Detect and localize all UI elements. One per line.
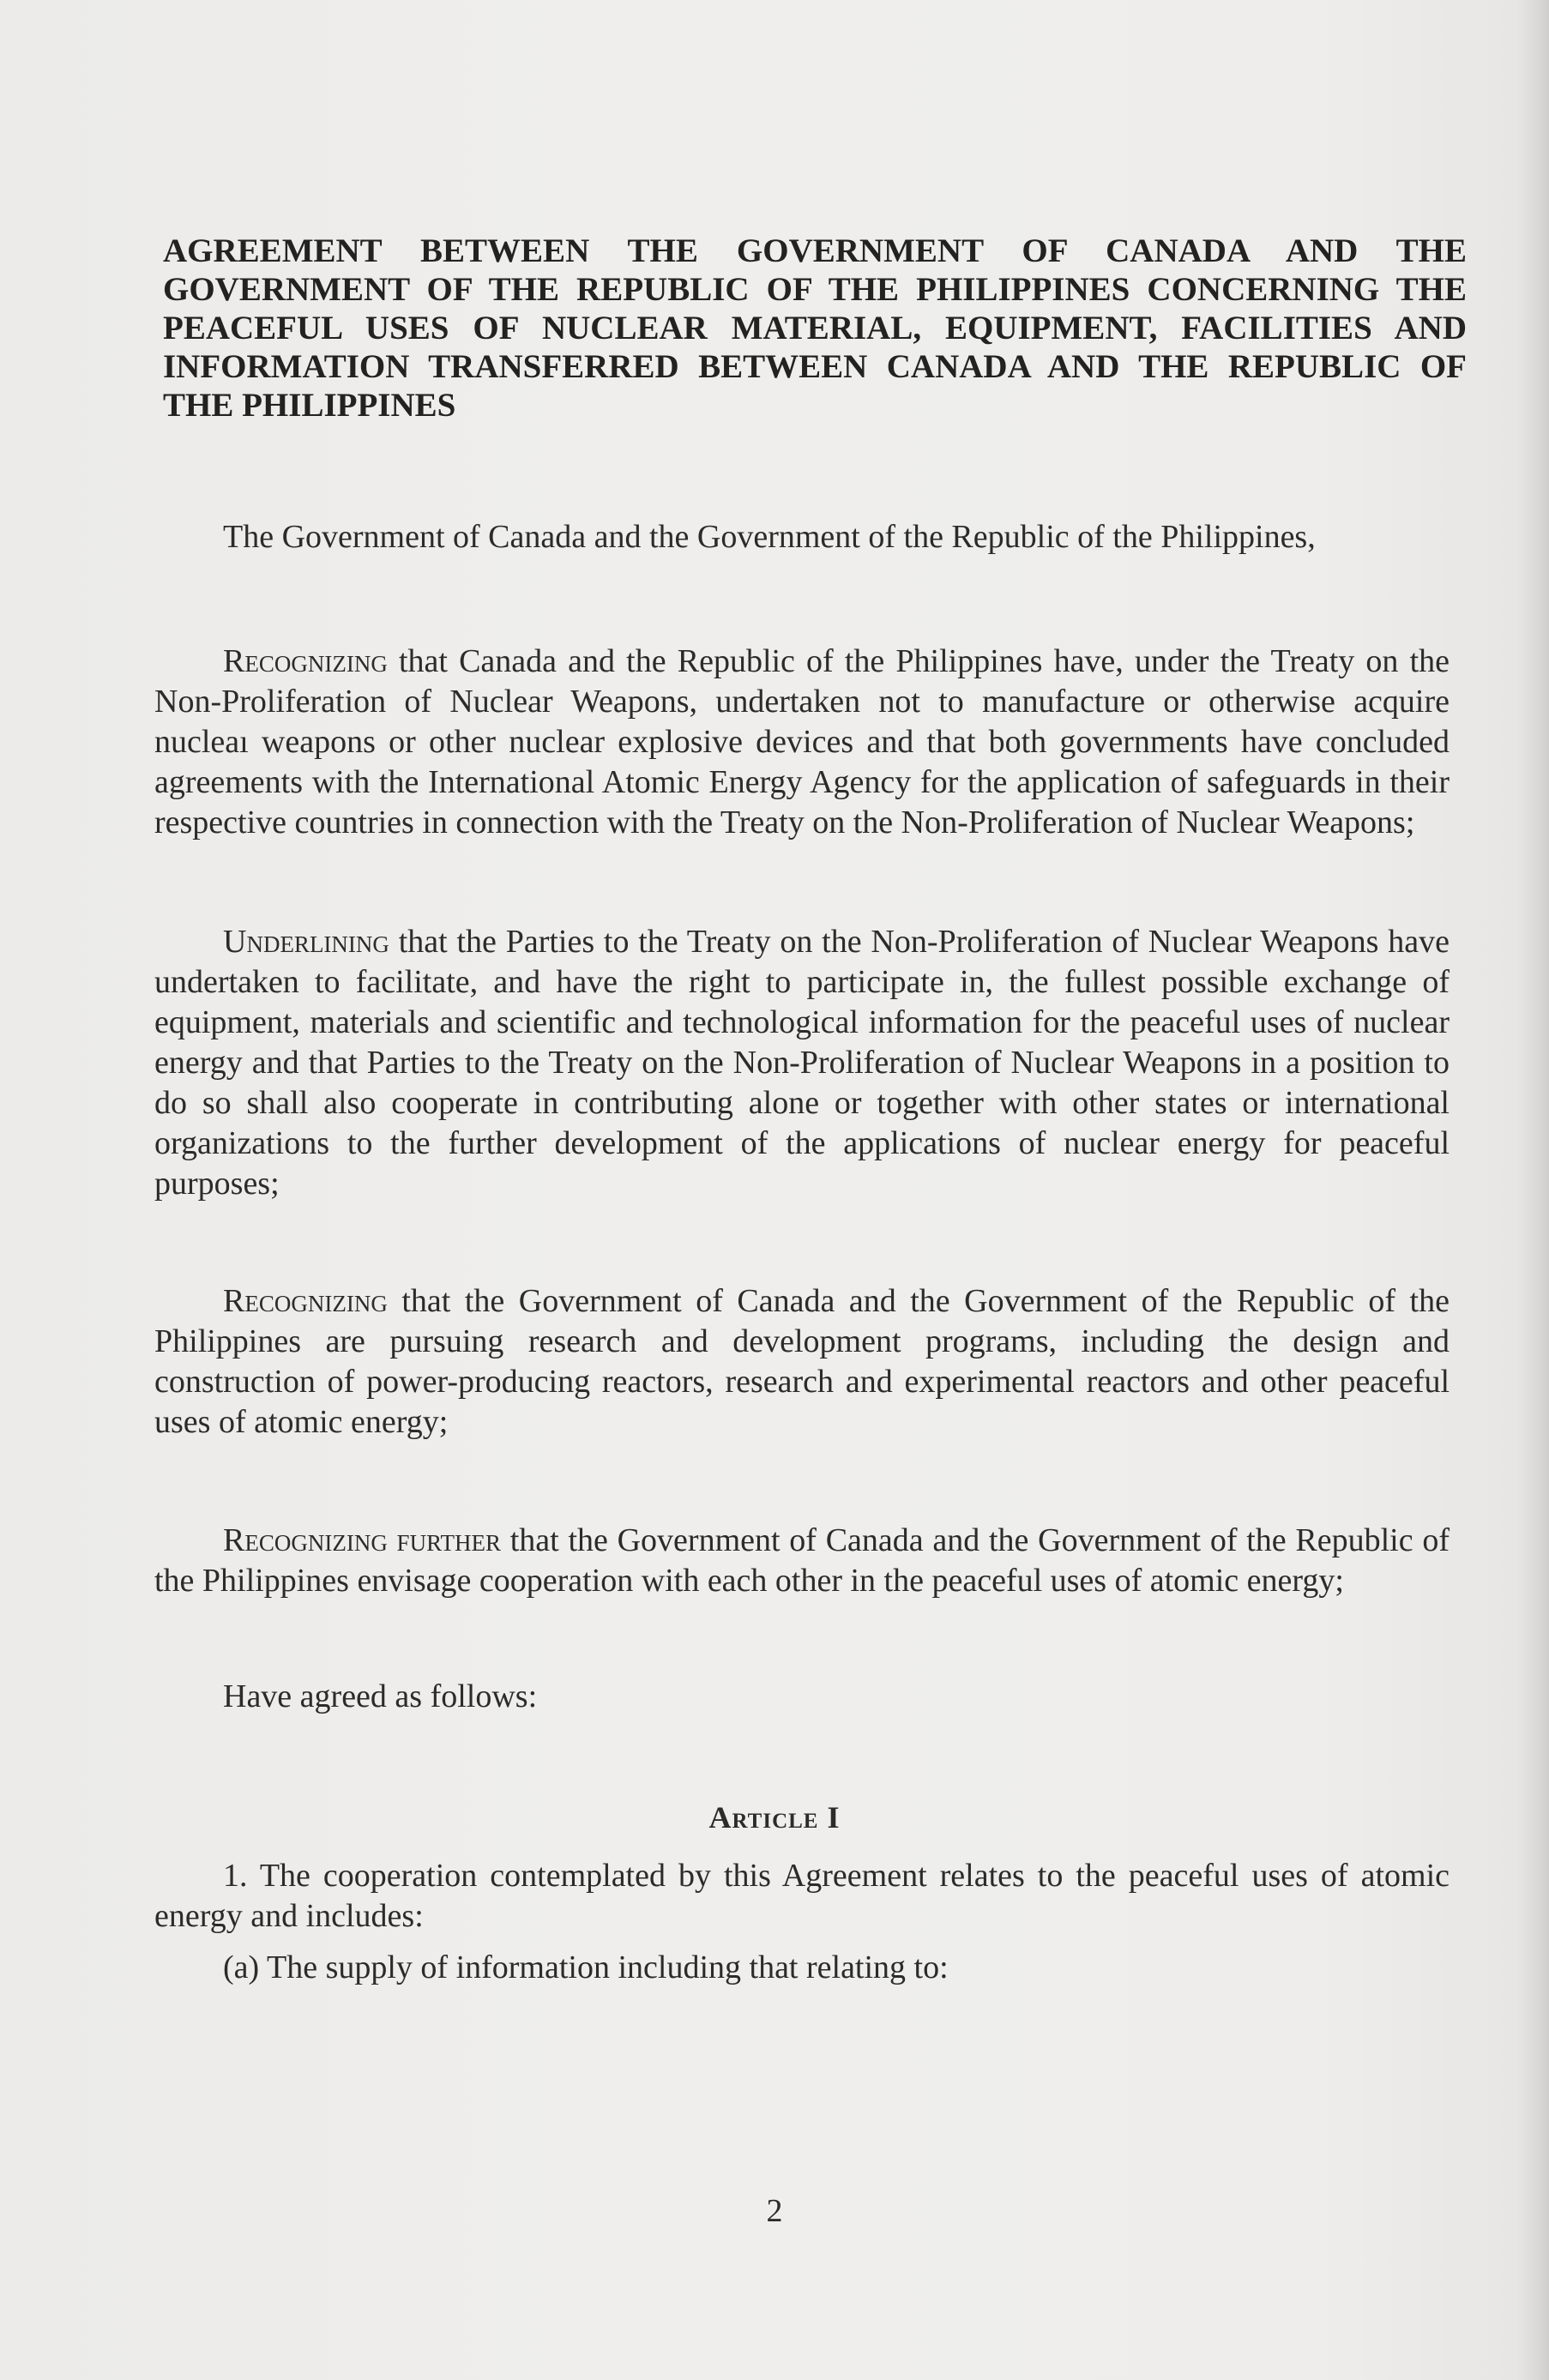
- recital-lead-word: Recognizing: [223, 1283, 388, 1319]
- recital-lead-word: Recognizing: [223, 643, 388, 679]
- recital-paragraph-1: [154, 642, 1450, 843]
- page-number: 2: [766, 2193, 783, 2229]
- recital-text: that the Government of Canada and the Government of the Republic of the Philippines are pursuing research and development programs, including the design and construction of power-producing reactors, research and experimental reactors and other peaceful uses of atomic energy;: [154, 1283, 1450, 1440]
- recital-text: that the Parties to the Treaty on the Non-Proliferation of Nuclear Weapons have undertaken to facilitate, and have the right to participate in, the fullest possible exchange of equipment, materials and scientific and technological information for the peaceful uses of nuclear energy and that Parties to the Treaty on the Non-Proliferation of Nuclear Weapons in a position to do so shall also cooperate in contributing alone or together with other states or international organizations to the further development of the applications of nuclear energy for peaceful purposes;: [154, 924, 1450, 1202]
- recital-paragraph-4: [154, 1521, 1450, 1601]
- recital-paragraph-3: [154, 1281, 1450, 1443]
- recital-lead-word: Recognizing further: [223, 1522, 501, 1558]
- article-heading: Article I: [708, 1800, 841, 1835]
- recital-text: that Canada and the Republic of the Philippines have, under the Treaty on the Non-Proliferation of Nuclear Weapons, undertaken not to manufacture or otherwise acquire nucleaı weapons or other nuclear explosive devices and that both governments have concluded agreements with the International Atomic Energy Agency for the application of safeguards in their respective countries in connection with the Treaty on the Non-Proliferation of Nuclear Weapons;: [154, 643, 1450, 841]
- agreement-title: AGREEMENT BETWEEN THE GOVERNMENT OF CANADA AND THE GOVERNMENT OF THE REPUBLIC OF THE PHILIPPINES CONCERNING THE PEACEFUL USES OF NUCLEAR MATERIAL, EQUIPMENT, FACILITIES AND INFORMATION TRANSFERRED BETWEEN CANADA AND THE REPUBLIC OF THE PHILIPPINES: [163, 232, 1467, 424]
- recital-text: that the Government of Canada and the Government of the Republic of the Philippines envisage cooperation with each other in the peaceful uses of atomic energy;: [154, 1522, 1450, 1599]
- article-paragraph-1: 1. The cooperation contemplated by this Agreement relates to the peaceful uses of atomic energy and includes:: [154, 1858, 1450, 1934]
- agreed-paragraph: Have agreed as follows:: [223, 1678, 538, 1714]
- preamble-paragraph: The Government of Canada and the Government of the Republic of the Philippines,: [223, 519, 1316, 555]
- page-edge-shadow: [1516, 0, 1549, 2380]
- recital-paragraph-2: [154, 922, 1450, 1204]
- recital-lead-word: Underlining: [223, 924, 389, 960]
- article-item-a: (a) The supply of information including that relating to:: [223, 1949, 949, 1985]
